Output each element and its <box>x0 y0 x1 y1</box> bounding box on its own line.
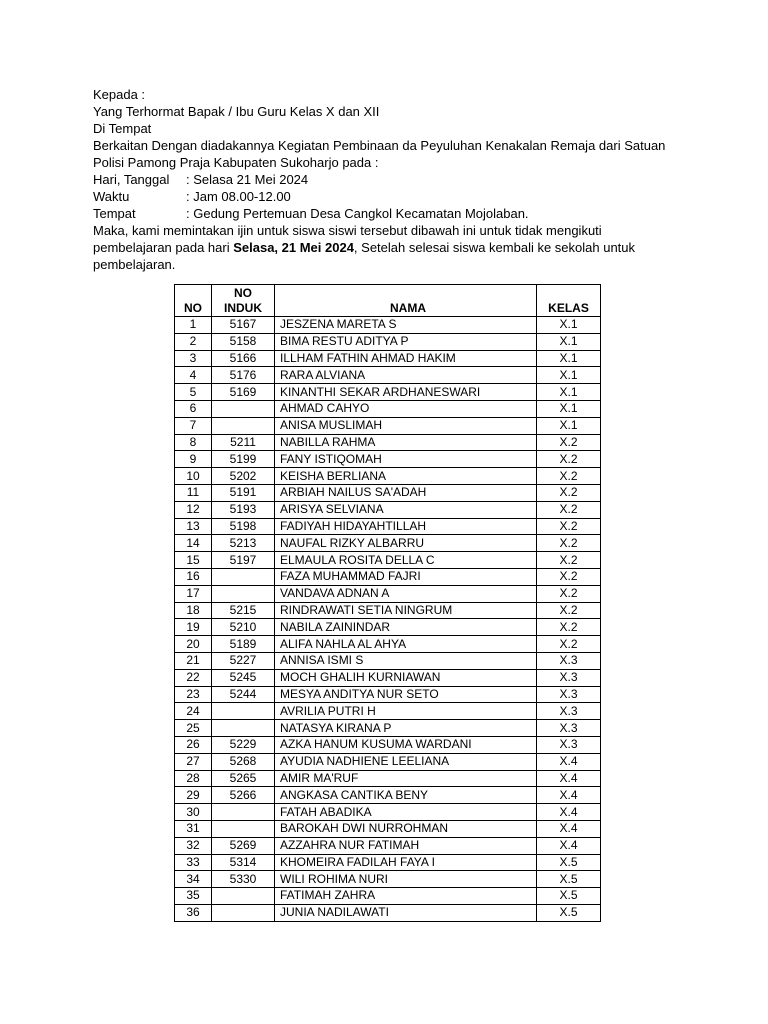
cell-no: 34 <box>175 871 212 888</box>
cell-kelas: X.5 <box>537 904 601 921</box>
cell-kelas: X.5 <box>537 888 601 905</box>
cell-nama: MESYA ANDITYA NUR SETO <box>275 686 537 703</box>
cell-induk <box>212 400 275 417</box>
header-kelas: KELAS <box>537 285 601 317</box>
body-line-2 <box>93 239 693 256</box>
intro-line-1: Berkaitan Dengan diadakannya Kegiatan Pembinaan da Peyuluhan Kenakalan Remaja dari Satuan <box>93 138 666 153</box>
table-header-row <box>175 285 601 317</box>
cell-kelas: X.1 <box>537 333 601 350</box>
detail-date <box>93 171 693 188</box>
cell-no: 33 <box>175 854 212 871</box>
detail-value: : Selasa 21 Mei 2024 <box>186 172 309 187</box>
table-row <box>175 367 601 384</box>
detail-value: : Jam 08.00-12.00 <box>186 189 291 204</box>
table-row <box>175 350 601 367</box>
table-row <box>175 669 601 686</box>
table-row <box>175 518 601 535</box>
table-row <box>175 535 601 552</box>
cell-no: 22 <box>175 669 212 686</box>
body-line-2-date: Selasa, 21 Mei 2024 <box>233 240 354 255</box>
cell-nama: VANDAVA ADNAN A <box>275 585 537 602</box>
table-row <box>175 871 601 888</box>
cell-induk: 5211 <box>212 434 275 451</box>
cell-nama: BIMA RESTU ADITYA P <box>275 333 537 350</box>
table-row <box>175 854 601 871</box>
table-row <box>175 619 601 636</box>
cell-no: 12 <box>175 501 212 518</box>
cell-nama: ANISA MUSLIMAH <box>275 417 537 434</box>
cell-no: 19 <box>175 619 212 636</box>
cell-induk <box>212 703 275 720</box>
letter-body <box>93 86 693 273</box>
detail-label: Tempat <box>93 206 136 221</box>
cell-induk <box>212 585 275 602</box>
place-line: Di Tempat <box>93 121 152 136</box>
cell-no: 35 <box>175 888 212 905</box>
table-row <box>175 434 601 451</box>
cell-induk <box>212 417 275 434</box>
table-row <box>175 703 601 720</box>
header-no: NO <box>175 285 212 317</box>
cell-kelas: X.5 <box>537 871 601 888</box>
cell-kelas: X.2 <box>537 602 601 619</box>
table-row <box>175 888 601 905</box>
cell-nama: NAUFAL RIZKY ALBARRU <box>275 535 537 552</box>
cell-kelas: X.2 <box>537 636 601 653</box>
cell-nama: RINDRAWATI SETIA NINGRUM <box>275 602 537 619</box>
cell-kelas: X.4 <box>537 820 601 837</box>
cell-no: 7 <box>175 417 212 434</box>
cell-no: 17 <box>175 585 212 602</box>
cell-no: 21 <box>175 652 212 669</box>
table-row <box>175 652 601 669</box>
cell-no: 32 <box>175 837 212 854</box>
cell-nama: BAROKAH DWI NURROHMAN <box>275 820 537 837</box>
table-row <box>175 484 601 501</box>
cell-no: 6 <box>175 400 212 417</box>
cell-nama: ALIFA NAHLA AL AHYA <box>275 636 537 653</box>
cell-kelas: X.2 <box>537 451 601 468</box>
table-row <box>175 686 601 703</box>
cell-kelas: X.1 <box>537 400 601 417</box>
cell-nama: ELMAULA ROSITA DELLA C <box>275 552 537 569</box>
table-row <box>175 568 601 585</box>
cell-induk: 5229 <box>212 736 275 753</box>
cell-induk: 5330 <box>212 871 275 888</box>
cell-induk: 5269 <box>212 837 275 854</box>
body-line-1: Maka, kami memintakan ijin untuk siswa siswi tersebut dibawah ini untuk tidak mengikuti <box>93 223 602 238</box>
cell-nama: AMIR MA'RUF <box>275 770 537 787</box>
table-row <box>175 820 601 837</box>
cell-kelas: X.3 <box>537 703 601 720</box>
cell-no: 16 <box>175 568 212 585</box>
table-row <box>175 417 601 434</box>
table-row <box>175 602 601 619</box>
cell-no: 2 <box>175 333 212 350</box>
cell-no: 25 <box>175 720 212 737</box>
cell-kelas: X.4 <box>537 753 601 770</box>
cell-no: 31 <box>175 820 212 837</box>
cell-induk: 5245 <box>212 669 275 686</box>
cell-induk: 5198 <box>212 518 275 535</box>
table-row <box>175 837 601 854</box>
cell-kelas: X.2 <box>537 568 601 585</box>
recipient-line: Yang Terhormat Bapak / Ibu Guru Kelas X dan XII <box>93 104 380 119</box>
body-line-2-post: , Setelah selesai siswa kembali ke sekolah untuk <box>353 240 636 255</box>
cell-kelas: X.2 <box>537 484 601 501</box>
cell-induk: 5210 <box>212 619 275 636</box>
table-row <box>175 904 601 921</box>
detail-time <box>93 188 693 205</box>
table-row <box>175 804 601 821</box>
cell-no: 24 <box>175 703 212 720</box>
cell-kelas: X.1 <box>537 417 601 434</box>
cell-induk <box>212 568 275 585</box>
cell-induk: 5227 <box>212 652 275 669</box>
cell-no: 18 <box>175 602 212 619</box>
header-induk <box>212 285 275 317</box>
detail-value: : Gedung Pertemuan Desa Cangkol Kecamatan Mojolaban. <box>186 206 529 221</box>
cell-nama: NATASYA KIRANA P <box>275 720 537 737</box>
table-row <box>175 384 601 401</box>
cell-no: 9 <box>175 451 212 468</box>
cell-nama: FATAH ABADIKA <box>275 804 537 821</box>
cell-induk: 5314 <box>212 854 275 871</box>
body-line-3: pembelajaran. <box>93 257 176 272</box>
cell-no: 1 <box>175 317 212 334</box>
header-nama: NAMA <box>275 285 537 317</box>
cell-nama: FATIMAH ZAHRA <box>275 888 537 905</box>
cell-kelas: X.5 <box>537 854 601 871</box>
table-row <box>175 552 601 569</box>
table-row <box>175 720 601 737</box>
cell-induk: 5167 <box>212 317 275 334</box>
cell-no: 23 <box>175 686 212 703</box>
cell-induk: 5268 <box>212 753 275 770</box>
cell-kelas: X.4 <box>537 837 601 854</box>
cell-no: 27 <box>175 753 212 770</box>
table-row <box>175 636 601 653</box>
cell-kelas: X.2 <box>537 552 601 569</box>
cell-kelas: X.1 <box>537 367 601 384</box>
cell-induk <box>212 820 275 837</box>
cell-no: 3 <box>175 350 212 367</box>
cell-nama: AZZAHRA NUR FATIMAH <box>275 837 537 854</box>
cell-no: 20 <box>175 636 212 653</box>
cell-nama: KHOMEIRA FADILAH FAYA I <box>275 854 537 871</box>
cell-kelas: X.1 <box>537 317 601 334</box>
cell-no: 4 <box>175 367 212 384</box>
cell-kelas: X.2 <box>537 518 601 535</box>
cell-nama: ANGKASA CANTIKA BENY <box>275 787 537 804</box>
cell-nama: KEISHA BERLIANA <box>275 468 537 485</box>
cell-induk: 5265 <box>212 770 275 787</box>
cell-kelas: X.4 <box>537 787 601 804</box>
detail-label: Hari, Tanggal <box>93 172 170 187</box>
cell-induk <box>212 888 275 905</box>
cell-no: 28 <box>175 770 212 787</box>
cell-kelas: X.1 <box>537 350 601 367</box>
cell-no: 36 <box>175 904 212 921</box>
cell-nama: WILI ROHIMA NURI <box>275 871 537 888</box>
cell-induk <box>212 720 275 737</box>
cell-induk: 5166 <box>212 350 275 367</box>
cell-kelas: X.3 <box>537 669 601 686</box>
cell-kelas: X.3 <box>537 652 601 669</box>
cell-nama: AZKA HANUM KUSUMA WARDANI <box>275 736 537 753</box>
cell-induk: 5191 <box>212 484 275 501</box>
cell-kelas: X.2 <box>537 535 601 552</box>
cell-induk: 5202 <box>212 468 275 485</box>
cell-induk <box>212 804 275 821</box>
cell-induk: 5169 <box>212 384 275 401</box>
cell-no: 11 <box>175 484 212 501</box>
cell-induk: 5215 <box>212 602 275 619</box>
table-row <box>175 400 601 417</box>
cell-kelas: X.3 <box>537 736 601 753</box>
cell-no: 10 <box>175 468 212 485</box>
cell-nama: ILLHAM FATHIN AHMAD HAKIM <box>275 350 537 367</box>
header-induk-line1: NO <box>234 286 252 300</box>
cell-induk: 5197 <box>212 552 275 569</box>
cell-kelas: X.2 <box>537 468 601 485</box>
cell-induk: 5244 <box>212 686 275 703</box>
cell-nama: FADIYAH HIDAYAHTILLAH <box>275 518 537 535</box>
cell-nama: KINANTHI SEKAR ARDHANESWARI <box>275 384 537 401</box>
cell-nama: ANNISA ISMI S <box>275 652 537 669</box>
cell-nama: JESZENA MARETA S <box>275 317 537 334</box>
cell-no: 30 <box>175 804 212 821</box>
table-row <box>175 770 601 787</box>
cell-nama: RARA ALVIANA <box>275 367 537 384</box>
body-line-2-pre: pembelajaran pada hari <box>93 240 234 255</box>
cell-kelas: X.2 <box>537 585 601 602</box>
table-row <box>175 501 601 518</box>
cell-no: 8 <box>175 434 212 451</box>
cell-no: 26 <box>175 736 212 753</box>
intro-line-2: Polisi Pamong Praja Kabupaten Sukoharjo pada : <box>93 155 379 170</box>
cell-nama: MOCH GHALIH KURNIAWAN <box>275 669 537 686</box>
cell-induk: 5266 <box>212 787 275 804</box>
detail-venue <box>93 205 693 222</box>
table-body <box>175 317 601 922</box>
cell-induk <box>212 904 275 921</box>
cell-no: 14 <box>175 535 212 552</box>
cell-no: 13 <box>175 518 212 535</box>
cell-kelas: X.3 <box>537 686 601 703</box>
table-row <box>175 787 601 804</box>
cell-nama: FAZA MUHAMMAD FAJRI <box>275 568 537 585</box>
cell-induk: 5189 <box>212 636 275 653</box>
cell-kelas: X.2 <box>537 619 601 636</box>
cell-kelas: X.2 <box>537 434 601 451</box>
cell-induk: 5213 <box>212 535 275 552</box>
cell-kelas: X.2 <box>537 501 601 518</box>
cell-nama: NABILA ZAININDAR <box>275 619 537 636</box>
cell-nama: JUNIA NADILAWATI <box>275 904 537 921</box>
cell-nama: ARBIAH NAILUS SA'ADAH <box>275 484 537 501</box>
header-induk-line2: INDUK <box>224 301 262 315</box>
salutation: Kepada : <box>93 87 146 102</box>
cell-induk: 5176 <box>212 367 275 384</box>
cell-induk: 5193 <box>212 501 275 518</box>
table-row <box>175 736 601 753</box>
student-table <box>174 284 601 922</box>
cell-nama: ARISYA SELVIANA <box>275 501 537 518</box>
cell-nama: AHMAD CAHYO <box>275 400 537 417</box>
table-row <box>175 451 601 468</box>
table-row <box>175 753 601 770</box>
table-row <box>175 317 601 334</box>
detail-label: Waktu <box>93 189 130 204</box>
table-row <box>175 333 601 350</box>
cell-kelas: X.1 <box>537 384 601 401</box>
cell-no: 29 <box>175 787 212 804</box>
cell-nama: AYUDIA NADHIENE LEELIANA <box>275 753 537 770</box>
cell-kelas: X.4 <box>537 770 601 787</box>
cell-nama: NABILLA RAHMA <box>275 434 537 451</box>
cell-kelas: X.3 <box>537 720 601 737</box>
cell-no: 5 <box>175 384 212 401</box>
cell-nama: FANY ISTIQOMAH <box>275 451 537 468</box>
cell-induk: 5158 <box>212 333 275 350</box>
table-row <box>175 585 601 602</box>
cell-no: 15 <box>175 552 212 569</box>
table-row <box>175 468 601 485</box>
cell-induk: 5199 <box>212 451 275 468</box>
cell-kelas: X.4 <box>537 804 601 821</box>
cell-nama: AVRILIA PUTRI H <box>275 703 537 720</box>
